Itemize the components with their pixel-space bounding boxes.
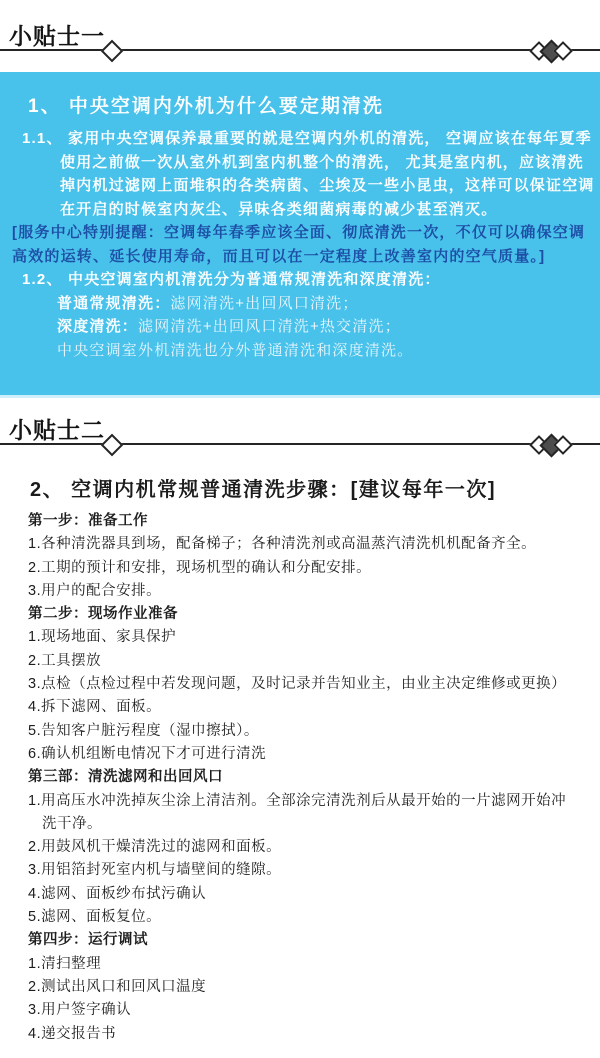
step-line: 5.告知客户脏污程度（湿巾擦拭）。 [28, 722, 259, 739]
step-line: 第三部：清洗滤网和出回风口 [28, 769, 223, 786]
tip2-section [0, 447, 600, 1046]
tip1-body [0, 127, 600, 362]
tip1-line-part: 滤网清洗+出回风口清洗+热交清洗； [138, 318, 401, 335]
step-line: 1.清扫整理 [28, 955, 102, 972]
tip1-line: 掉内机过滤网上面堆积的各类病菌、尘埃及一些小昆虫，这样可以保证空调 [60, 177, 595, 194]
tip1-line [0, 315, 600, 339]
tip1-line: 中央空调室外机清洗也分外普通清洗和深度清洗。 [57, 341, 414, 359]
section2-header [0, 398, 600, 445]
step-line: 5.滤网、面板复位。 [28, 909, 162, 926]
step-line: 4.递交报告书 [28, 1025, 117, 1042]
step-line: 2.测试出风口和回风口温度 [28, 978, 207, 995]
step-line: 4.滤网、面板纱布拭污确认 [28, 885, 207, 902]
step-line: 3.用户签字确认 [28, 1002, 132, 1019]
tip1-line: 1.1、 家用中央空调保养最重要的就是空调内外机的清洗， 空调应该在每年夏季 [22, 130, 592, 147]
tip2-steps [0, 510, 600, 1046]
tip2-heading: 2、 空调内机常规普通清洗步骤：[建议每年一次] [30, 479, 496, 501]
step-line: 第四步：运行调试 [28, 932, 148, 949]
tip1-line: 使用之前做一次从室外机到室内机整个的清洗， 尤其是室内机，应该清洗 [60, 153, 584, 171]
step-line: 洗干净。 [42, 815, 102, 832]
step-line: 2.工期的预计和安排，现场机型的确认和分配安排。 [28, 559, 372, 576]
step-line: 2.用鼓风机干燥清洗过的滤网和面板。 [28, 839, 282, 856]
step-line: 3.用户的配合安排。 [28, 582, 162, 599]
step-line: 1.现场地面、家具保护 [28, 629, 177, 646]
tip1-line: [服务中心特别提醒：空调每年春季应该全面、彻底清洗一次，不仅可以确保空调 [12, 224, 586, 241]
step-line: 2.工具摆放 [28, 652, 102, 669]
step-line: 3.点检（点检过程中若发现问题，及时记录并告知业主，由业主决定维修或更换） [28, 676, 567, 693]
tip1-line: 1.2、 中央空调室内机清洗分为普通常规清洗和深度清洗： [22, 271, 441, 288]
section2-title: 小贴士二 [9, 416, 105, 443]
tip1-line [0, 292, 600, 316]
step-line: 1.用高压水冲洗掉灰尘涂上清洁剂。全部涂完清洗剂后从最开始的一片滤网开始冲 [28, 792, 567, 809]
tip1-line-part: 普通常规清洗： [57, 294, 171, 312]
step-line: 第一步：准备工作 [28, 513, 148, 529]
tip1-line-part: 深度清洗： [57, 318, 139, 335]
divider-line [0, 443, 600, 445]
tip1-line: 高效的运转、延长使用寿命，而且可以在一定程度上改善室内的空气质量。] [12, 247, 546, 265]
step-line: 第二步：现场作业准备 [28, 606, 178, 623]
divider-line [0, 49, 600, 51]
tip1-heading: 1、 中央空调内外机为什么要定期清洗 [28, 96, 384, 117]
step-line: 4.拆下滤网、面板。 [28, 699, 162, 716]
step-line: 1.各种清洗器具到场，配备梯子；各种清洗剂或高温蒸汽清洗机机配备齐全。 [28, 536, 537, 553]
tip1-line: 在开启的时候室内灰尘、异味各类细菌病毒的减少甚至消灭。 [60, 200, 498, 218]
section1-title: 小贴士一 [9, 22, 105, 49]
section1-header [0, 0, 600, 51]
tip1-panel [0, 72, 600, 398]
step-line: 3.用铝箔封死室内机与墙壁间的缝隙。 [28, 862, 282, 879]
step-line: 6.确认机组断电情况下才可进行清洗 [28, 745, 267, 762]
tip1-line-part: 滤网清洗+出回风口清洗； [170, 294, 359, 312]
